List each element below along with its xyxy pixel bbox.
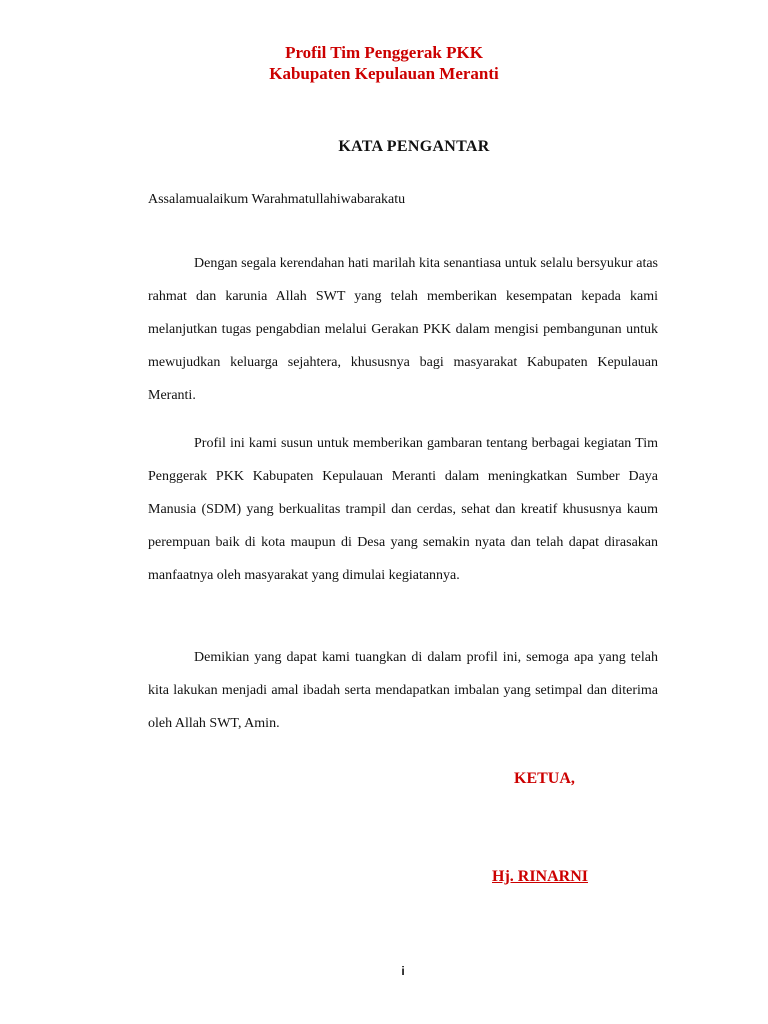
paragraph-1: Dengan segala kerendahan hati marilah kita senantiasa untuk selalu bersyukur atas rahmat dan karunia Allah SWT yang telah memberikan kesempatan kepada kami melanjutkan tugas pengabdian melalui Gerakan PKK dalam mengisi pembangunan untuk mewujudkan keluarga sejahtera, khususnya bagi masyarakat Kabupaten Kepulauan Meranti. [148, 256, 658, 403]
header-subtitle: Kabupaten Kepulauan Meranti [269, 64, 499, 83]
document-header [0, 42, 768, 84]
signature-name: Hj. RINARNI [492, 868, 588, 885]
page-number: i [401, 964, 405, 978]
header-title: Profil Tim Penggerak PKK [285, 43, 483, 62]
paragraph-3: Demikian yang dapat kami tuangkan di dalam profil ini, semoga apa yang telah kita lakukan menjadi amal ibadah serta mendapatkan imbalan yang setimpal dan diterima oleh Allah SWT, Amin. [148, 650, 658, 731]
greeting-text: Assalamualaikum Warahmatullahiwabarakatu [148, 192, 406, 207]
section-heading: KATA PENGANTAR [338, 138, 490, 155]
signature-title: KETUA, [514, 770, 575, 787]
paragraph-2: Profil ini kami susun untuk memberikan gambaran tentang berbagai kegiatan Tim Penggerak PKK Kabupaten Kepulauan Meranti dalam meningkatkan Sumber Daya Manusia (SDM) yang berkualitas trampil dan cerdas, sehat dan kreatif khususnya kaum perempuan baik di kota maupun di Desa yang semakin nyata dan telah dapat dirasakan manfaatnya oleh masyarakat yang dimulai kegiatannya. [148, 436, 658, 583]
